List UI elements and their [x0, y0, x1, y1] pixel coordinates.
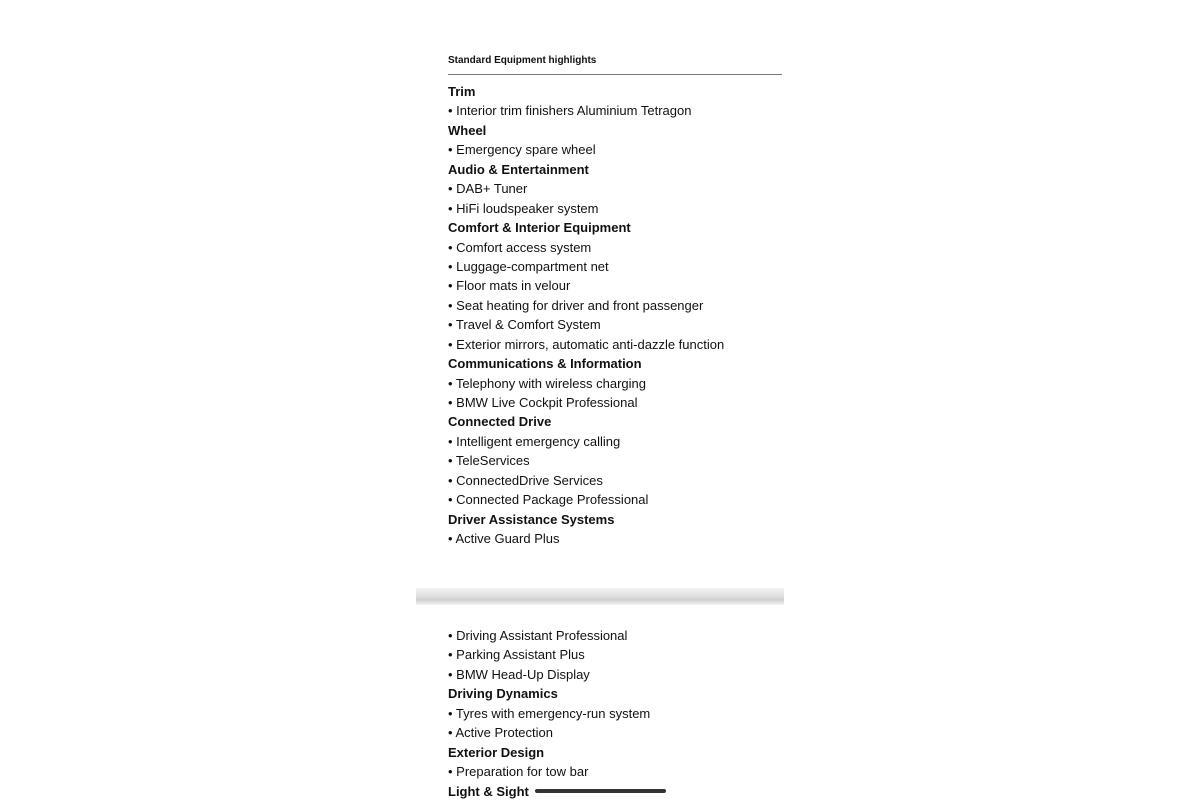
list-item: • Floor mats in velour [448, 278, 571, 294]
list-item: • Active Protection [448, 725, 553, 741]
list-item: • BMW Head-Up Display [448, 666, 590, 682]
page-separator [416, 588, 784, 605]
list-item: • Seat heating for driver and front passenger [448, 297, 704, 313]
list-item: • Telephony with wireless charging [448, 375, 646, 391]
list-item: • Luggage-compartment net [448, 258, 609, 274]
list-item: • Active Guard Plus [448, 531, 560, 547]
section-title: Exterior Design [448, 744, 545, 760]
section-title: Communications & Information [448, 356, 642, 372]
scroll-indicator[interactable] [535, 789, 666, 793]
list-item: • TeleServices [448, 453, 530, 469]
list-item: • Intelligent emergency calling [448, 433, 621, 449]
equipment-list-page-2 [448, 626, 782, 801]
list-item: • Connected Package Professional [448, 492, 649, 508]
list-item: • Parking Assistant Plus [448, 647, 585, 663]
list-item: • Exterior mirrors, automatic anti-dazzle function [448, 336, 725, 352]
document-heading: Standard Equipment highlights [448, 48, 782, 75]
section-title: Audio & Entertainment [448, 161, 589, 177]
list-item: • Comfort access system [448, 239, 592, 255]
list-item: • Travel & Comfort System [448, 317, 601, 333]
list-item: • Driving Assistant Professional [448, 628, 628, 643]
list-item: • HiFi loudspeaker system [448, 200, 599, 216]
list-item: • Emergency spare wheel [448, 142, 596, 158]
equipment-list-page-1 [448, 82, 782, 549]
list-item: • Preparation for tow bar [448, 764, 589, 780]
document-page-1 [448, 48, 782, 549]
list-item: • DAB+ Tuner [448, 181, 528, 197]
list-item: • Interior trim finishers Aluminium Tetragon [448, 103, 692, 119]
section-title: Driving Dynamics [448, 686, 558, 702]
list-item: • Tyres with emergency-run system [448, 705, 651, 721]
section-title: Driver Assistance Systems [448, 511, 615, 527]
list-item: • ConnectedDrive Services [448, 472, 603, 488]
section-title: Wheel [448, 122, 487, 138]
section-title: Connected Drive [448, 414, 552, 430]
list-item: • BMW Live Cockpit Professional [448, 395, 638, 410]
section-title: Light & Sight [448, 783, 529, 799]
section-title: Comfort & Interior Equipment [448, 220, 631, 236]
document-page-2 [448, 626, 782, 801]
section-title: Trim [448, 84, 476, 99]
